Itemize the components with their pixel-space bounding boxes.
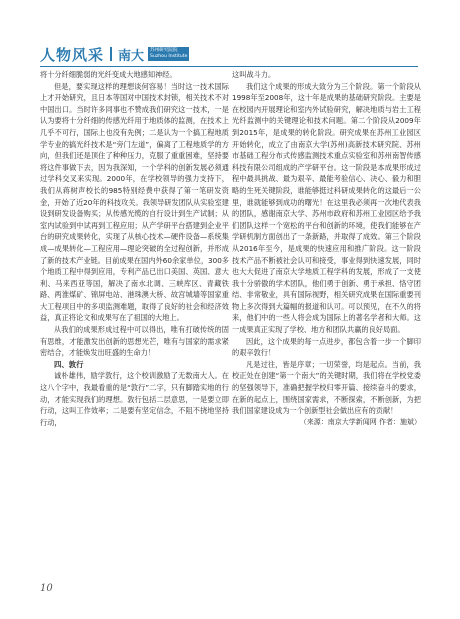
paragraph: 我们这个成果的形成大致分为三个阶段。第一个阶段从1998年至2008年，这十年是成果的基础研究阶段。主要是在校园内开展理论和室内外试验研究，解决地质与岩土工程光纤监测中的关键理论和技术问题。第二个阶段从2009年到2015年，是成果的转化阶段。研究成果在苏州工业园区开始转化，成立了由南京大学(苏州)高新技术研究院、苏州市基础工程分布式传感监测技术重点实验室和苏州南智传感科技有限公司组成的产学研平台。这一阶段是本成果形成过程中最具挑战、最为艰辛、最能考验信心、决心、毅力和胆略的生死关键阶段，谁能够挺过科研成果转化的这最后一公里，谁就能够到成功的曙光！在这里我必须再一次地代表我的团队，感谢南京大学、苏州市政府和苏州工业园区给予我们团队这样一个宽松的平台和创新的环境，使我们能够在产学研机制方面创出了一条新路，并取得了成效。第三个阶段从2016年至今，是成果的快速应用和推广阶段。这一阶段技术产品不断被社会认可和接受，事业得到快速发展，同时也大大促进了南京大学地质工程学科的发展，形成了一支使我十分骄傲的学术团队，他们勇于创新、勇于承担、恪守团结、非常敬业，具有国际视野，相关研究成果在国际重要刊物上多次得到大篇幅的报道和认可。可以预见，在不久的将来，他们中的一些人将会成为国际上的著名学者和大师。这一成果真正实现了学校、地方和团队共赢的良好局面。	[232, 81, 421, 335]
left-column	[40, 69, 229, 428]
header-rule	[40, 66, 418, 67]
paragraph: 但是，要实现这样的理想谈何容易！当时这一技术国际上才开始研究，且日本等国对中国技术封锁，相关技术不对中国出口。当时许多同事也不赞成我们研究这一技术，一是认为要将十分纤细的传感光纤用于地质体的监测，在技术上几乎不可行，国际上也没有先例；二是认为一个搞工程地质学专业的搞光纤技术是“旁门左道”，偏离了工程地质学的方向，但我们还是顶住了种种压力，克服了重重困难，坚持要将这件事做下去，因为我深知，一个学科的创新发展必须通过学科交叉来实现。2000年，在学校领导的强力支持下，我们从蒋树声校长的985特别经费中获得了第一笔研发资金，开始了近20年的科技攻关。我领导研发团队从实验室建设到研发设备购买；从传感光缆的自行设计到生产试制；从室内试验到中试再到工程应用；从产学研平台搭建到企业平台的研究成果转化，实现了从核心技术—硬件设备—系统集成—成果转化—工程应用—理论突破的全过程创新，并形成了新的技术产业链。目前成果在国内外60余家单位，300多个地质工程中得到应用，专利产品已出口美国、英国、意大利、马来西亚等国，解决了南水北调、三峡库区、青藏铁路、两淮煤矿、锦屏电站、港珠澳大桥、故宫城墙等国家重大工程项目中的多项监测难题，取得了良好的社会和经济效益，真正将论文和成果写在了祖国的大地上。	[40, 81, 229, 323]
page-number: 10	[40, 583, 53, 594]
paragraph: 从我们的成果形成过程中可以得出，唯有打破传统的固有思维，才能激发出创新的思想光芒，唯有与国家的需求紧密结合，才能焕发出旺盛的生命力！	[40, 325, 229, 358]
section-heading: 四、敦行	[54, 359, 84, 369]
section-category: 人物风采	[40, 45, 105, 64]
section-header	[40, 44, 189, 64]
badge-line-2: Suzhou Institute	[150, 54, 188, 59]
school-name: 南大	[118, 48, 145, 64]
paragraph: 凡是过往，皆是序章；一切荣誉，均是起点。当前，我校正处在创建“第一个南大”的关键时期，我们将在学校党委的坚强领导下，准确把握学校归零开篇、接续奋斗的要求，在新的起点上，围绕国家需求，不断探索，不断创新，为把我们国家建设成为一个创新型社会做出应有的贡献！	[232, 359, 421, 416]
article-source: （来源：南京大学新闻网 作者：施斌）	[299, 417, 421, 426]
badge-line-1: 苏州研究院院	[150, 48, 178, 53]
right-column	[232, 69, 421, 428]
paragraph: 这叫战斗力。	[232, 70, 276, 79]
paragraph: 诚朴雄伟，励学敦行，这个校训激励了无数南大人。在这八个字中，我最看重的是“敦行”二字，只有脚踏实地的行动，才能实现我们的理想。敦行包括二层意思，一是要立即行动，这叫工作效率；二是要有坚定信念，不阻不挠地坚持行动，	[40, 371, 229, 427]
institute-badge	[148, 47, 189, 61]
paragraph: 将十分纤细脆弱的光纤变成大地感知神经。	[40, 70, 177, 79]
paragraph: 因此，这个成果的每一点进步，都包含着一步一个脚印的艰辛敦行！	[232, 336, 421, 358]
header-divider	[110, 47, 112, 61]
